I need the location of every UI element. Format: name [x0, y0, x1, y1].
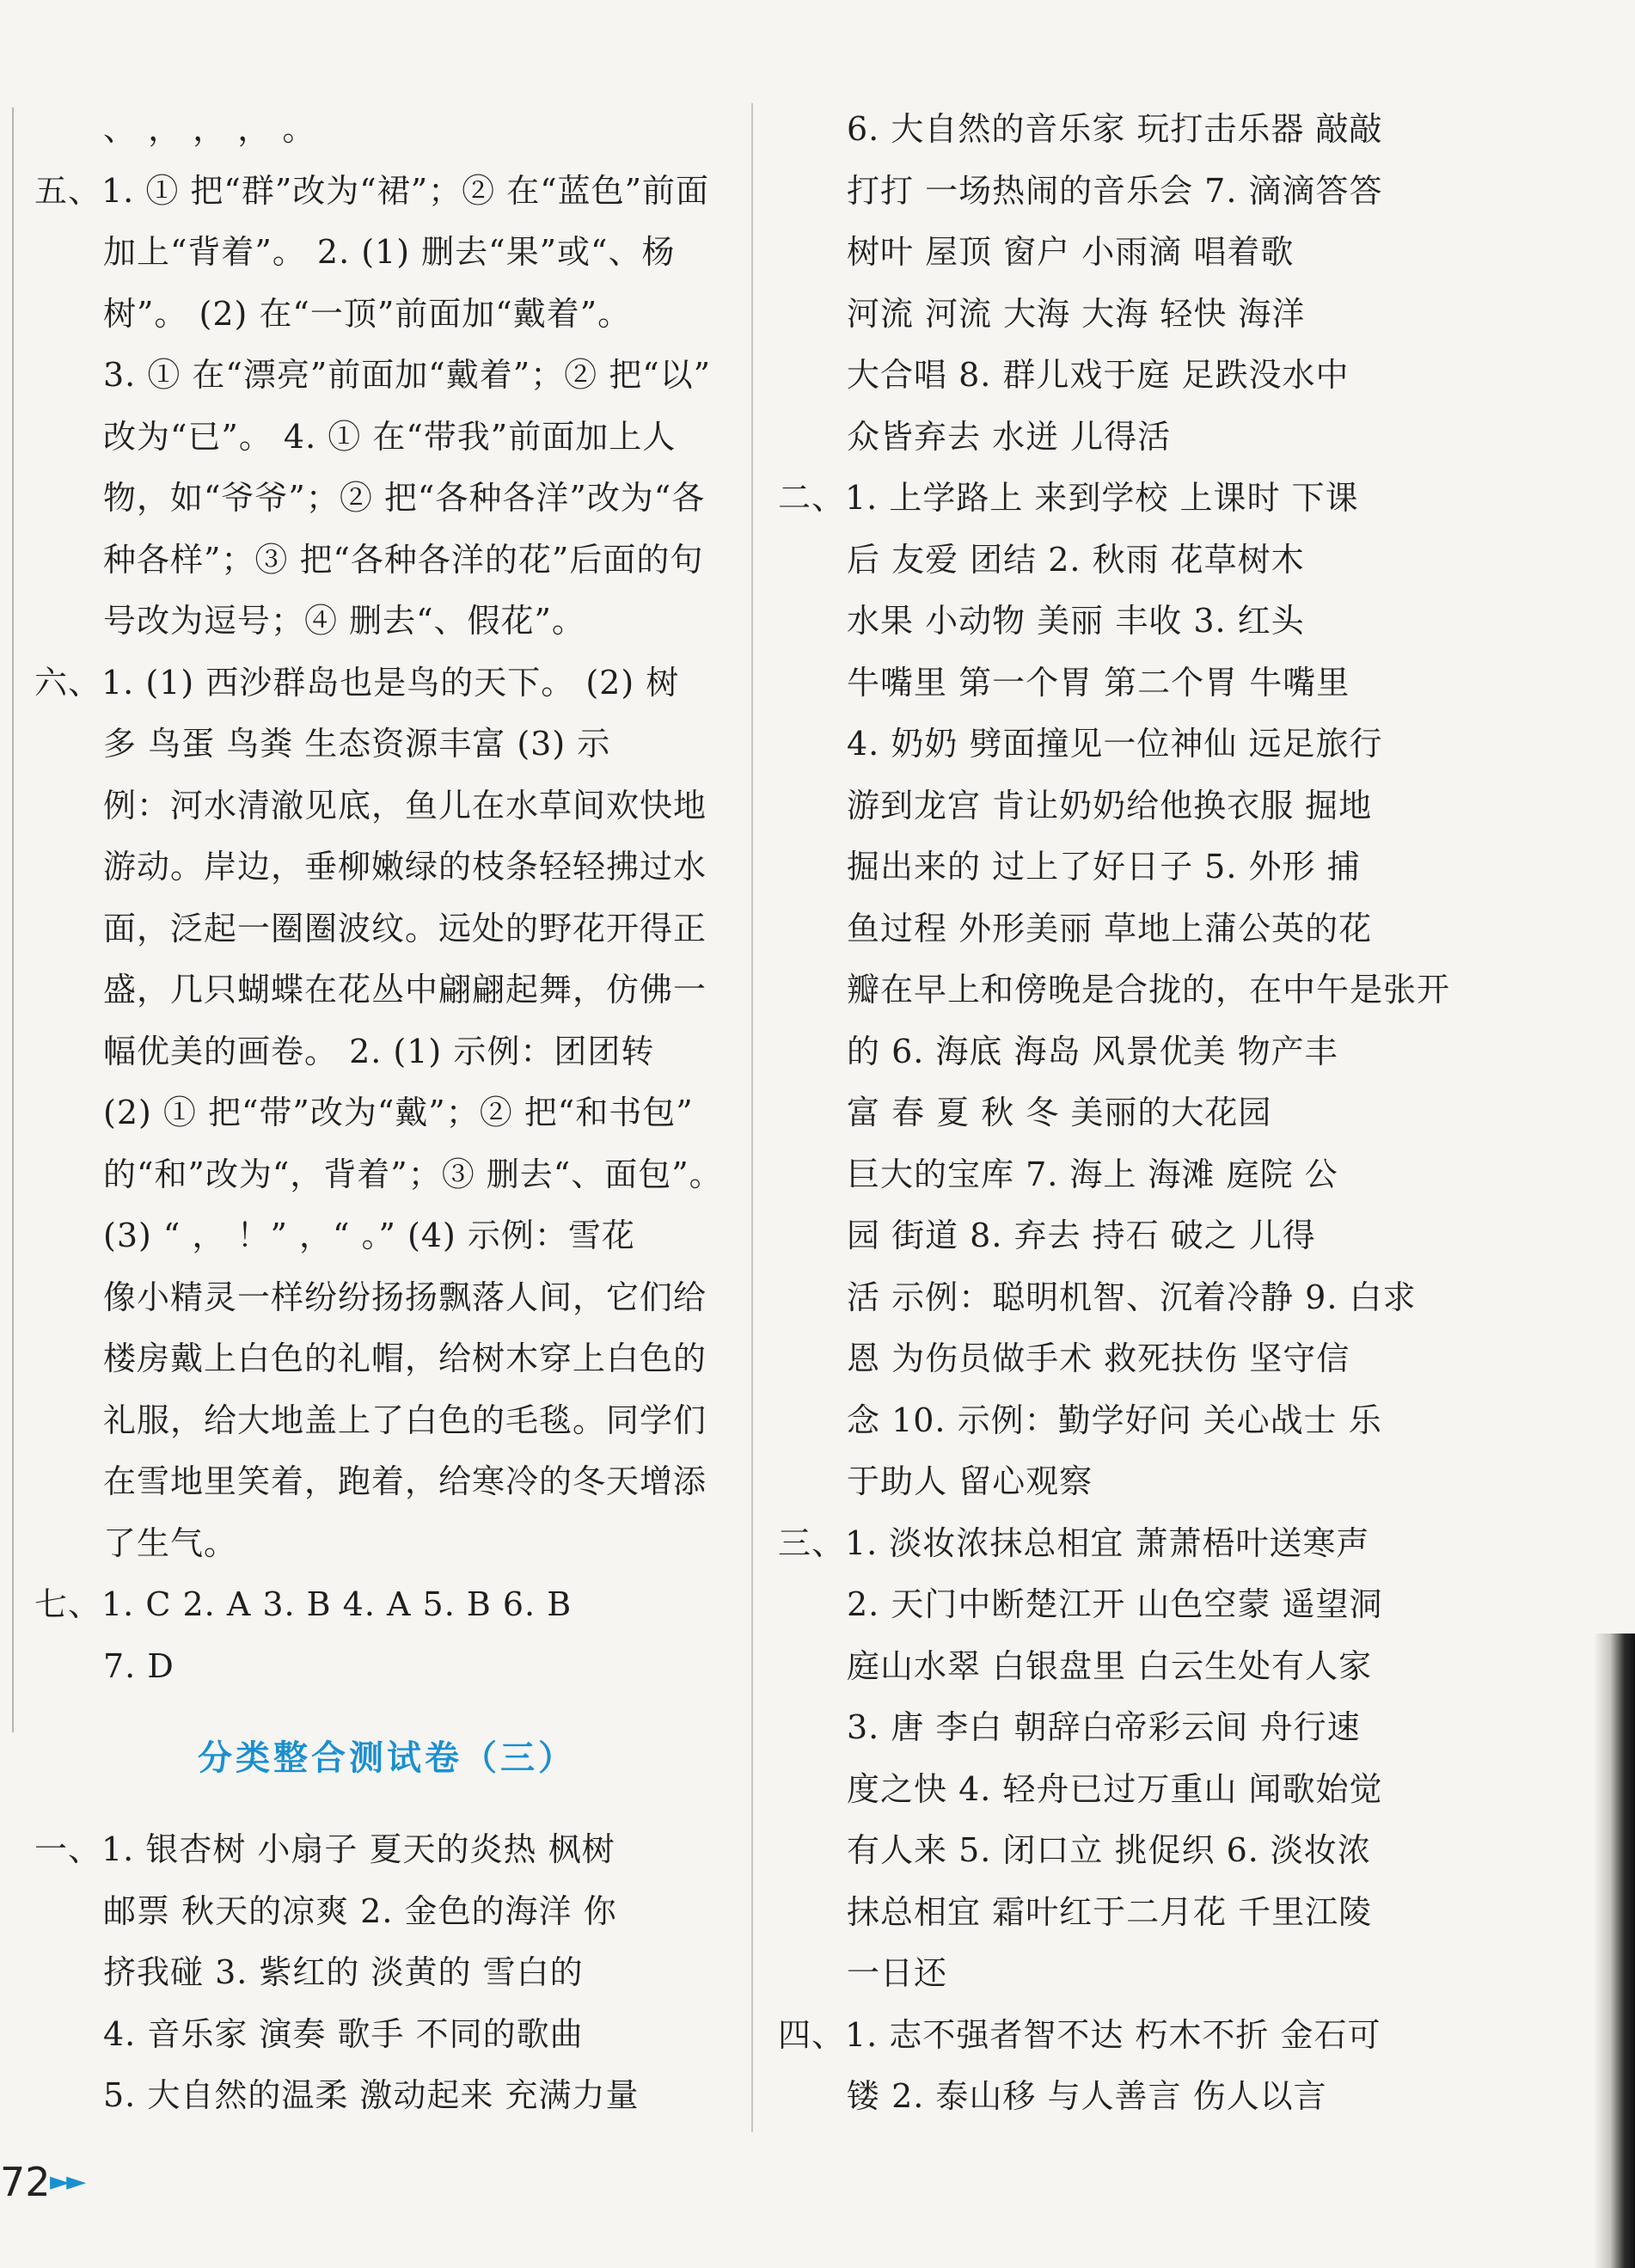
- text-line: 后 友爱 团结 2. 秋雨 花草树木: [847, 540, 1305, 579]
- text-line: 树”。 (2) 在“一顶”前面加“戴着”。: [103, 294, 632, 333]
- section-title: 分类整合测试卷（三）: [198, 1738, 576, 1778]
- text-line: 庭山水翠 白银盘里 白云生处有人家: [847, 1646, 1373, 1685]
- text-line: 恩 为伤员做手术 救死扶伤 坚守信: [847, 1339, 1350, 1377]
- text-line: 大合唱 8. 群儿戏于庭 足跌没水中: [847, 356, 1350, 394]
- text-line: 二、1. 上学路上 来到学校 上课时 下课: [778, 479, 1359, 517]
- text-line: 度之快 4. 轻舟已过万重山 闻歌始觉: [847, 1769, 1383, 1808]
- text-line: 的“和”改为“，背着”；③ 删去“、面包”。: [103, 1155, 723, 1193]
- text-line: 六、1. (1) 西沙群岛也是鸟的天下。 (2) 树: [34, 663, 680, 702]
- text-line: 物，如“爷爷”；② 把“各种各洋”改为“各: [103, 479, 706, 517]
- right-column: [778, 99, 1491, 2128]
- column-divider: [751, 103, 753, 2132]
- text-line: 众皆弃去 水迸 儿得活: [847, 417, 1172, 456]
- text-line: 3. ① 在“漂亮”前面加“戴着”；② 把“以”: [103, 356, 712, 394]
- text-line: 6. 大自然的音乐家 玩打击乐器 敲敲: [847, 110, 1383, 148]
- text-line: 巨大的宝库 7. 海上 海滩 庭院 公: [847, 1155, 1338, 1193]
- binding-shadow: [1594, 1634, 1635, 2268]
- page-number: 72: [0, 2159, 51, 2205]
- text-line: 于助人 留心观察: [847, 1462, 1093, 1500]
- text-line: 加上“背着”。 2. (1) 删去“果”或“、杨: [103, 233, 676, 271]
- text-line: 3. 唐 李白 朝辞白帝彩云间 舟行速: [847, 1708, 1361, 1746]
- text-line: 号改为逗号；④ 删去“、假花”。: [103, 602, 585, 640]
- text-line: 一日还: [847, 1954, 948, 1992]
- text-line: 园 街道 8. 弃去 持石 破之 儿得: [847, 1217, 1316, 1254]
- text-line: 例：河水清澈见底，鱼儿在水草间欢快地: [103, 786, 707, 824]
- text-line: 在雪地里笑着，跑着，给寒冷的冬天增添: [103, 1462, 707, 1500]
- text-line: (3) “ ， ！” ，“ 。” (4) 示例：雪花: [103, 1217, 635, 1254]
- text-line: 、 ， ， ， 。: [103, 110, 316, 148]
- text-line: 瓣在早上和傍晚是合拢的，在中午是张开: [847, 971, 1451, 1008]
- text-line: 游到龙宫 肯让奶奶给他换衣服 掘地: [847, 786, 1373, 824]
- text-line: 面，泛起一圈圈波纹。远处的野花开得正: [103, 909, 707, 947]
- page-arrows-icon: ►►: [50, 2167, 83, 2197]
- text-line: 掘出来的 过上了好日子 5. 外形 捕: [847, 848, 1361, 886]
- text-line: 盛，几只蝴蝶在花丛中翩翩起舞，仿佛一: [103, 971, 707, 1008]
- text-line: 游动。岸边，垂柳嫩绿的枝条轻轻拂过水: [103, 848, 707, 886]
- text-line: 改为“已”。 4. ① 在“带我”前面加上人: [103, 417, 677, 456]
- text-line: 2. 天门中断楚江开 山色空蒙 遥望洞: [847, 1585, 1383, 1623]
- text-line: 5. 大自然的温柔 激动起来 充满力量: [103, 2076, 640, 2114]
- text-line: 种各样”；③ 把“各种各洋的花”后面的句: [103, 540, 704, 579]
- text-line: 了生气。: [103, 1523, 238, 1562]
- text-line: 四、1. 志不强者智不达 朽木不折 金石可: [778, 2015, 1381, 2054]
- text-line: 4. 音乐家 演奏 歌手 不同的歌曲: [103, 2014, 584, 2053]
- text-line: 牛嘴里 第一个胃 第二个胃 牛嘴里: [847, 663, 1350, 702]
- text-line: 幅优美的画卷。 2. (1) 示例：团团转: [103, 1032, 655, 1070]
- text-line: 五、1. ① 把“群”改为“裙”；② 在“蓝色”前面: [34, 171, 710, 210]
- text-line: 4. 奶奶 劈面撞见一位神仙 远足旅行: [847, 725, 1383, 763]
- text-line: 邮票 秋天的凉爽 2. 金色的海洋 你: [103, 1891, 617, 1930]
- text-line: 富 春 夏 秋 冬 美丽的大花园: [847, 1094, 1272, 1131]
- text-line: 念 10. 示例：勤学好问 关心战士 乐: [847, 1401, 1382, 1439]
- page-edge-line: [12, 107, 14, 1732]
- text-line: 打打 一场热闹的音乐会 7. 滴滴答答: [847, 171, 1383, 210]
- text-line: 挤我碰 3. 紫红的 淡黄的 雪白的: [103, 1953, 584, 1991]
- text-line: 的 6. 海底 海岛 风景优美 物产丰: [847, 1032, 1338, 1070]
- text-line: 树叶 屋顶 窗户 小雨滴 唱着歌: [847, 233, 1295, 271]
- left-column: [34, 99, 731, 2127]
- text-line: 多 鸟蛋 鸟粪 生态资源丰富 (3) 示: [103, 725, 611, 763]
- text-line: 水果 小动物 美丽 丰收 3. 红头: [847, 602, 1305, 640]
- text-line: 镂 2. 泰山移 与人善言 伤人以言: [847, 2077, 1327, 2115]
- text-line: 活 示例：聪明机智、沉着冷静 9. 白求: [847, 1278, 1417, 1316]
- text-line: 7. D: [103, 1646, 175, 1685]
- text-line: 像小精灵一样纷纷扬扬飘落人间，它们给: [103, 1278, 707, 1316]
- text-line: 礼服，给大地盖上了白色的毛毯。同学们: [103, 1401, 707, 1439]
- text-line: (2) ① 把“带”改为“戴”；② 把“和书包”: [103, 1094, 694, 1131]
- text-line: 三、1. 淡妆浓抹总相宜 萧萧梧叶送寒声: [778, 1523, 1370, 1562]
- text-line: 有人来 5. 闭口立 挑促织 6. 淡妆浓: [847, 1831, 1371, 1869]
- text-line: 抹总相宜 霜叶红于二月花 千里江陵: [847, 1892, 1373, 1931]
- text-line: 一、1. 银杏树 小扇子 夏天的炎热 枫树: [34, 1830, 615, 1868]
- text-line: 鱼过程 外形美丽 草地上蒲公英的花: [847, 909, 1373, 947]
- text-line: 楼房戴上白色的礼帽，给树木穿上白色的: [103, 1339, 707, 1377]
- text-line: 河流 河流 大海 大海 轻快 海洋: [847, 294, 1306, 333]
- text-line: 七、1. C 2. A 3. B 4. A 5. B 6. B: [34, 1585, 573, 1623]
